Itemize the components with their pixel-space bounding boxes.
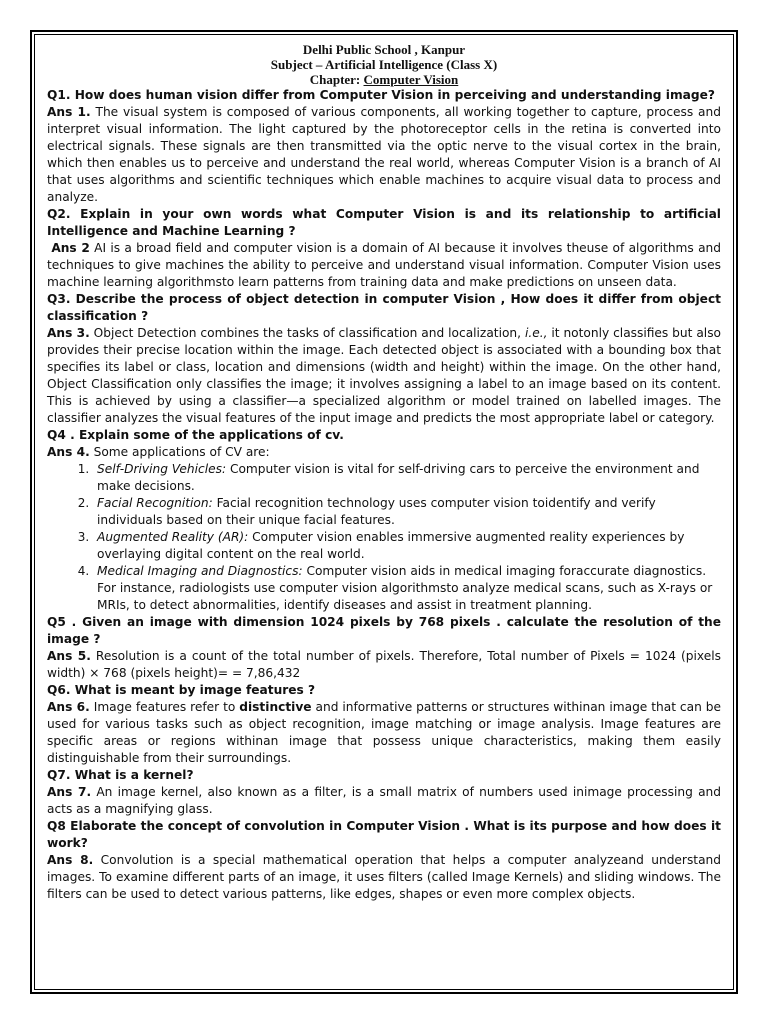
question-2: Q2. Explain in your own words what Computer Vision is and its relationship to artificial Intelligence and Machine Learning ? <box>47 207 721 238</box>
subject-line: Subject – Artificial Intelligence (Class X) <box>270 57 498 72</box>
question-7: Q7. What is a kernel? <box>47 768 194 782</box>
answer-3 <box>47 325 721 427</box>
answer-text: Convolution is a special mathematical operation that helps a computer analyzeand understand images. To examine different parts of an image, it uses filters (called Image Kernels) and sliding windows. The filters can be used to detect various patterns, like edges, shapes or even more complex objects. <box>47 853 722 901</box>
list-item <box>93 563 721 614</box>
answer-label: Ans 6. <box>47 700 90 714</box>
document-header <box>47 42 721 87</box>
applications-list <box>47 461 721 614</box>
question-4: Q4 . Explain some of the applications of cv. <box>47 428 344 442</box>
document-body <box>47 42 721 903</box>
chapter-name: Computer Vision <box>363 72 459 87</box>
question-6: Q6. What is meant by image features ? <box>47 683 316 697</box>
question-3: Q3. Describe the process of object detection in computer Vision , How does it differ from object classification ? <box>47 292 721 323</box>
application-title: Augmented Reality (AR): <box>97 530 249 544</box>
list-item <box>93 529 721 563</box>
question-5: Q5 . Given an image with dimension 1024 pixels by 768 pixels . calculate the resolution of the image ? <box>47 615 721 646</box>
school-name: Delhi Public School , Kanpur <box>302 42 466 57</box>
answer-5 <box>47 648 721 682</box>
answer-label: Ans 1. <box>47 105 91 119</box>
answer-text-ie: i.e., <box>524 326 548 340</box>
application-title: Medical Imaging and Diagnostics: <box>97 564 303 578</box>
answer-text-bold: distinctive <box>239 700 312 714</box>
answer-label: Ans 7. <box>47 785 92 799</box>
answer-text: An image kernel, also known as a filter, is a small matrix of numbers used inimage processing and acts as a magnifying glass. <box>47 785 721 816</box>
answer-text: Some applications of CV are: <box>89 445 270 459</box>
list-item <box>93 461 721 495</box>
chapter-prefix: Chapter: <box>309 72 364 87</box>
answer-label: Ans 2 <box>51 241 90 255</box>
answer-label: Ans 4. <box>47 445 90 459</box>
application-text: Facial recognition technology uses computer vision toidentify and verify individuals based on their unique facial features. <box>97 496 656 527</box>
answer-text: it notonly classifies but also provides their precise location within the image. Each detected object is associated with a bounding box that specifies its label or class, location and dimensions (width and height) within the image. On the other hand, Object Classification only classifies the image; it involves assigning a label to an image based on its content. This is achieved by using a classifier—a specialized algorithm or model trained on labelled images. The classifier analyzes the visual features of the input image and predicts the most appropriate label or category. <box>47 326 722 425</box>
answer-label: Ans 3. <box>47 326 90 340</box>
answer-4 <box>47 444 721 461</box>
answer-label: Ans 8. <box>47 853 94 867</box>
answer-text: AI is a broad field and computer vision is a domain of AI because it involves theuse of algorithms and techniques to give machines the ability to perceive and understand visual information. Computer Vision uses machine learning algorithmsto learn patterns from training data and make predictions on unseen data. <box>47 241 721 289</box>
question-1: Q1. How does human vision differ from Computer Vision in perceiving and understanding image? <box>47 88 715 102</box>
application-text: Computer vision enables immersive augmented reality experiences by overlaying digital content on the real world. <box>97 530 685 561</box>
answer-8 <box>47 852 721 903</box>
answer-text: Resolution is a count of the total number of pixels. Therefore, Total number of Pixels = 1024 (pixels width) × 768 (pixels height)= = 7,86,432 <box>47 649 721 680</box>
answer-label: Ans 5. <box>47 649 91 663</box>
answer-text: The visual system is composed of various components, all working together to capture, process and interpret visual information. The light captured by the photoreceptor cells in the retina is converted into electrical signals. These signals are then transmitted via the optic nerve to the visual cortex in the brain, which then enables us to perceive and understand the real world, whereas Computer Vision is a branch of AI that uses algorithms and scientific techniques which enable machines to acquire visual data to process and analyze. <box>47 105 721 204</box>
list-item <box>93 495 721 529</box>
answer-1 <box>47 104 721 206</box>
answer-2 <box>47 240 721 291</box>
answer-6 <box>47 699 721 767</box>
question-8: Q8 Elaborate the concept of convolution in Computer Vision . What is its purpose and how does it work? <box>47 819 721 850</box>
answer-text: Object Detection combines the tasks of classification and localization, <box>89 326 525 340</box>
chapter-line <box>47 72 721 87</box>
answer-text: and informative patterns or structures withinan image that can be used for various tasks such as object recognition, image matching or image analysis. Image features are specific areas or regions withinan image that possess unique characteristics, making them easily distinguishable from their surroundings. <box>47 700 721 765</box>
application-title: Self-Driving Vehicles: <box>97 462 227 476</box>
application-text: Computer vision aids in medical imaging foraccurate diagnostics. For instance, radiologists use computer vision algorithmsto analyze medical scans, such as X-rays or MRIs, to detect abnormalities, identify diseases and assist in treatment planning. <box>97 564 713 612</box>
application-text: Computer vision is vital for self-driving cars to perceive the environment and make decisions. <box>97 462 700 493</box>
answer-7 <box>47 784 721 818</box>
answer-text: Image features refer to <box>89 700 240 714</box>
application-title: Facial Recognition: <box>97 496 213 510</box>
